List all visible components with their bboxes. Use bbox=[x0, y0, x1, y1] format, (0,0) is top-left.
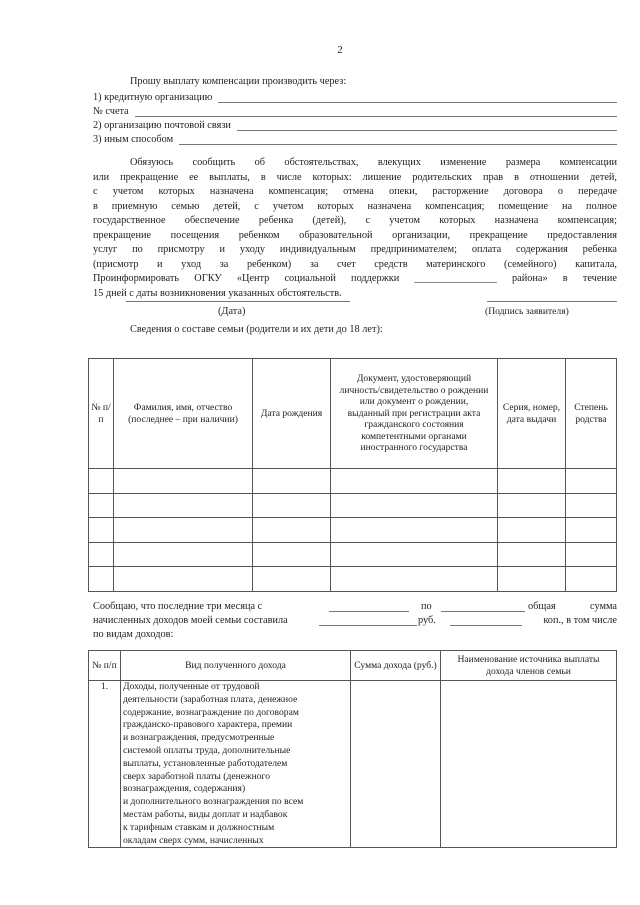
income-type-line: и вознаграждения, предусмотренные bbox=[123, 732, 275, 744]
family-table bbox=[88, 358, 617, 592]
family-cell[interactable] bbox=[566, 542, 617, 567]
income-type-text bbox=[121, 681, 351, 848]
obligation-line: 15 дней с даты возникновения указанных обстоятельств. bbox=[93, 287, 342, 299]
period-from-field[interactable] bbox=[329, 611, 409, 612]
family-cell[interactable] bbox=[498, 469, 566, 494]
account-number-field[interactable] bbox=[135, 107, 617, 117]
obligation-line: прекращение посещения ребенком образовательной организации, прекращение предоставления bbox=[93, 229, 617, 241]
family-cell[interactable] bbox=[89, 469, 114, 494]
family-table-row bbox=[89, 469, 617, 494]
family-cell[interactable] bbox=[331, 469, 498, 494]
obligation-line: с учетом которых назначена компенсация; отмена опеки, расторжение договора о передаче bbox=[93, 186, 617, 197]
income-type-line: содержание, вознаграждение по договорам bbox=[123, 706, 299, 718]
obligation-line: Обязуюсь сообщить об обстоятельствах, влекущих изменение размера компенсации bbox=[130, 157, 617, 168]
page-number: 2 bbox=[337, 44, 343, 56]
income-type-line: к тарифным ставкам и должностным bbox=[123, 821, 275, 833]
income-sum-cell[interactable] bbox=[351, 681, 441, 848]
income-type-line: выплаты, установленные работодателем bbox=[123, 757, 288, 769]
family-table-header: № п/п Фамилия, имя, отчество (последнее – при наличии) Дата рождения Документ, удостоверяющий личность/свидетельство о рождении или документ о рождении, выданный при регистрации акта гражданского состояния компетентными органами иностранного государства Серия, номер, дата выдачи Степень родства bbox=[89, 359, 617, 469]
family-table-row bbox=[89, 493, 617, 518]
family-cell[interactable] bbox=[114, 567, 253, 592]
income-source-cell[interactable] bbox=[441, 681, 617, 848]
income-type-line: деятельности (заработная плата, денежное bbox=[123, 693, 298, 705]
income-table-header: № п/п Вид полученного дохода Сумма дохода (руб.) Наименование источника выплаты дохода членов семьи bbox=[89, 651, 617, 681]
family-cell[interactable] bbox=[331, 493, 498, 518]
family-cell[interactable] bbox=[253, 518, 331, 543]
income-type-line: системой оплаты труда, дополнительные bbox=[123, 744, 291, 756]
income-line-3: по видам доходов: bbox=[93, 629, 174, 640]
family-table-row bbox=[89, 542, 617, 567]
family-heading: Сведения о составе семьи (родители и их дети до 18 лет): bbox=[130, 324, 383, 335]
credit-org-field[interactable] bbox=[218, 93, 617, 103]
income-line-2: начисленных доходов моей семьи составила руб. коп., в том числе bbox=[93, 615, 617, 626]
income-type-line: окладам сверх сумм, начисленных bbox=[123, 834, 264, 846]
total-rub-field[interactable] bbox=[319, 625, 417, 626]
payment-intro: Прошу выплату компенсации производить через: bbox=[130, 76, 347, 87]
income-line-1: Сообщаю, что последние три месяца с по общая сумма bbox=[93, 601, 617, 612]
obligation-line: (присмотр и уход за ребенком) за счет средств материнского (семейного) капитала, bbox=[93, 258, 617, 270]
family-cell[interactable] bbox=[498, 518, 566, 543]
period-to-field[interactable] bbox=[441, 611, 525, 612]
income-table bbox=[88, 650, 617, 848]
family-cell[interactable] bbox=[114, 518, 253, 543]
family-cell[interactable] bbox=[89, 518, 114, 543]
family-cell[interactable] bbox=[89, 567, 114, 592]
family-cell[interactable] bbox=[253, 567, 331, 592]
total-kop-field[interactable] bbox=[450, 625, 522, 626]
family-cell[interactable] bbox=[114, 542, 253, 567]
family-cell[interactable] bbox=[566, 518, 617, 543]
obligation-line: услуг по присмотру и уходу индивидуальным предпринимателем; оплата содержания ребенка bbox=[93, 244, 617, 255]
family-cell[interactable] bbox=[89, 493, 114, 518]
payment-option-other: 3) иным способом bbox=[93, 134, 617, 148]
family-cell[interactable] bbox=[253, 493, 331, 518]
family-cell[interactable] bbox=[114, 469, 253, 494]
date-label: (Дата) bbox=[218, 306, 246, 317]
other-method-field[interactable] bbox=[179, 135, 617, 145]
family-cell[interactable] bbox=[89, 542, 114, 567]
family-table-row bbox=[89, 567, 617, 592]
income-type-line: и дополнительного вознаграждения по всем bbox=[123, 796, 304, 808]
family-cell[interactable] bbox=[114, 493, 253, 518]
obligation-line: государственное обеспечение ребенка (детей), с учетом которых назначена компенсация; bbox=[93, 215, 617, 226]
income-type-line: местам работы, виды доплат и надбавок bbox=[123, 808, 288, 820]
family-cell[interactable] bbox=[566, 567, 617, 592]
family-cell[interactable] bbox=[331, 567, 498, 592]
family-table-row bbox=[89, 518, 617, 543]
family-cell[interactable] bbox=[566, 469, 617, 494]
obligation-line: в приемную семью детей, с учетом которых назначена компенсация; помещение на полное bbox=[93, 200, 617, 212]
family-cell[interactable] bbox=[253, 469, 331, 494]
payment-option-account: № счета bbox=[93, 106, 617, 120]
family-cell[interactable] bbox=[498, 493, 566, 518]
income-type-line: гражданско-правового характера, премии bbox=[123, 719, 293, 731]
family-cell[interactable] bbox=[331, 518, 498, 543]
family-cell[interactable] bbox=[331, 542, 498, 567]
income-row: 1. Доходы, полученные от трудовой деятельности (заработная плата, денежное содержание, вознаграждение по договорам гражданско-правового характера, премии и вознаграждения, предусмотренные системой оплаты труда, дополнительные выплаты, установленные работодателем сверх заработной платы (денежного вознаграждения, содержания) и дополнительного вознаграждения по всем местам работы, виды доплат и надбавок к тарифным ставкам и должностным окладам сверх сумм, начисленных bbox=[89, 681, 617, 848]
income-type-line: Доходы, полученные от трудовой bbox=[123, 681, 260, 692]
date-line[interactable] bbox=[126, 301, 350, 302]
obligation-line: или прекращение ее выплаты, в числе которых: лишение родительских прав в отношении детей, bbox=[93, 171, 617, 183]
family-cell[interactable] bbox=[566, 493, 617, 518]
income-type-line: сверх заработной платы (денежного bbox=[123, 770, 271, 782]
obligation-line: Проинформировать ОГКУ «Центр социальной поддержки ________________ района» в течение bbox=[93, 273, 617, 284]
income-type-line: вознаграждения, содержания) bbox=[123, 783, 246, 795]
payment-option-post: 2) организацию почтовой связи bbox=[93, 120, 617, 134]
signature-label: (Подпись заявителя) bbox=[485, 306, 569, 317]
family-cell[interactable] bbox=[498, 542, 566, 567]
post-org-field[interactable] bbox=[237, 121, 617, 131]
signature-line[interactable] bbox=[487, 301, 617, 302]
payment-option-credit: 1) кредитную организацию bbox=[93, 92, 617, 106]
family-cell[interactable] bbox=[498, 567, 566, 592]
family-cell[interactable] bbox=[253, 542, 331, 567]
